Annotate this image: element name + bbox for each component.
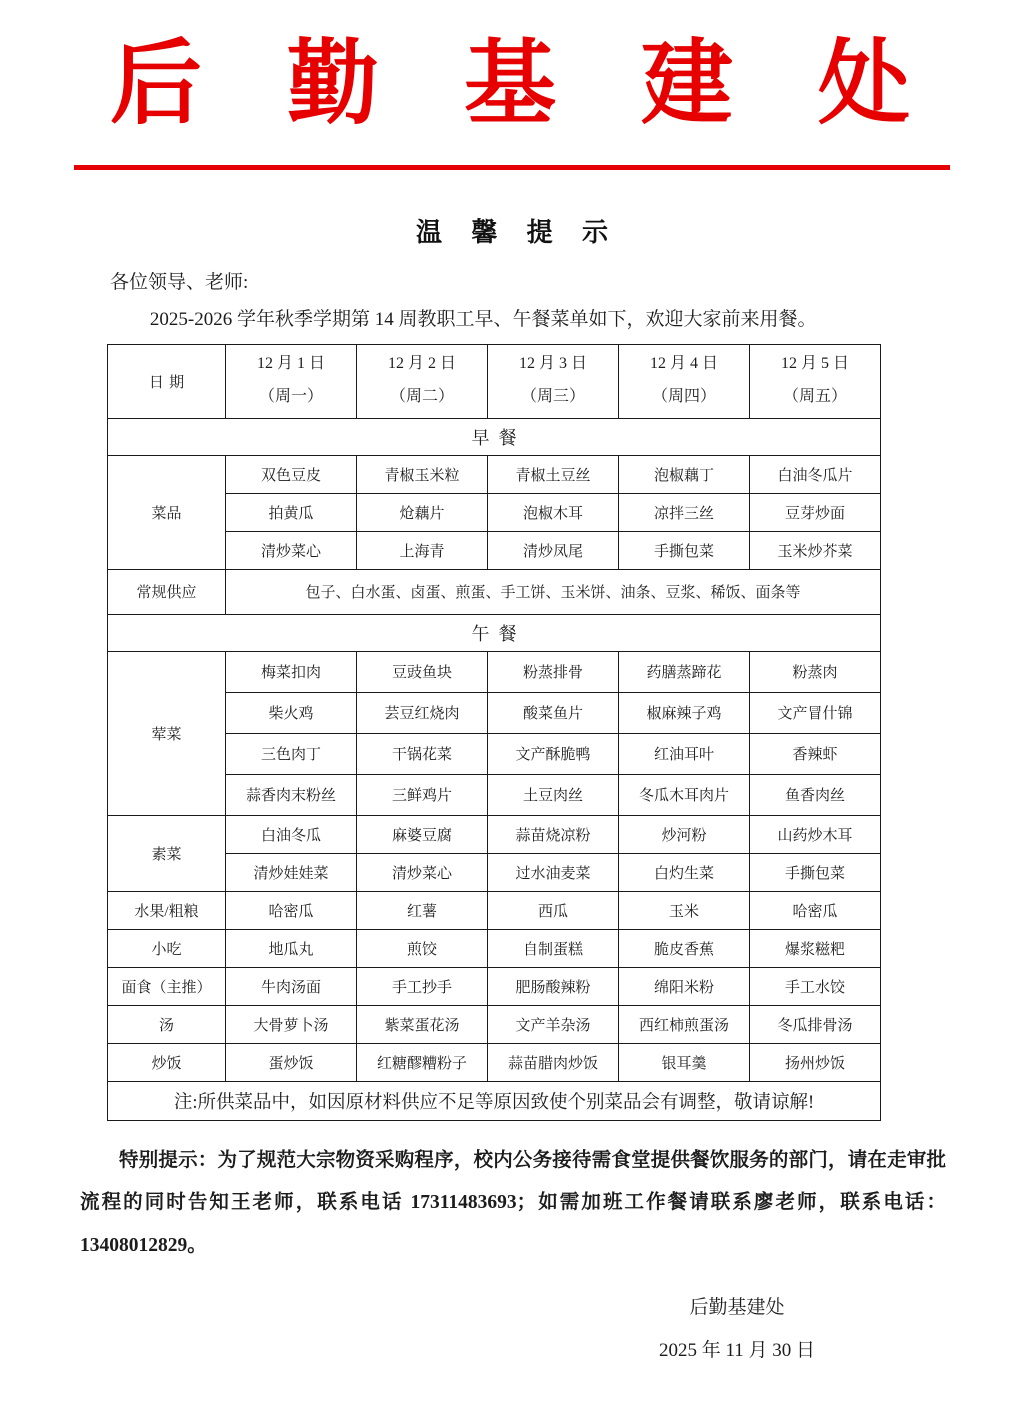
- date-header-cell: [226, 344, 357, 418]
- menu-cell: 牛肉汤面: [226, 967, 357, 1005]
- menu-table: [107, 344, 881, 1121]
- menu-cell: 西瓜: [488, 891, 619, 929]
- menu-row: [108, 967, 881, 1005]
- menu-cell: 肥肠酸辣粉: [488, 967, 619, 1005]
- menu-cell: 手撕包菜: [619, 531, 750, 569]
- date-corner-cell: [108, 344, 226, 418]
- menu-row: [108, 1043, 881, 1081]
- menu-cell: 泡椒藕丁: [619, 455, 750, 493]
- row-label: 炒饭: [108, 1043, 226, 1081]
- weekday-text: （周二）: [389, 388, 454, 406]
- row-label: 面食（主推）: [108, 967, 226, 1005]
- menu-cell: 哈密瓜: [750, 891, 881, 929]
- doc-title-char: 温: [416, 217, 443, 247]
- menu-cell: 蒜香肉末粉丝: [226, 774, 357, 815]
- menu-cell: 玉米炒芥菜: [750, 531, 881, 569]
- menu-cell: 椒麻辣子鸡: [619, 692, 750, 733]
- menu-cell: 拍黄瓜: [226, 493, 357, 531]
- meal-banner-row: [108, 614, 881, 651]
- meal-banner-cell: [108, 614, 881, 651]
- menu-cell: 豆豉鱼块: [357, 651, 488, 692]
- doc-title-char: 提: [526, 217, 553, 247]
- menu-cell: 豆芽炒面: [750, 493, 881, 531]
- menu-cell: 过水油麦菜: [488, 853, 619, 891]
- doc-title-char: 示: [581, 217, 608, 247]
- notice-body: 为了规范大宗物资采购程序，校内公务接待需食堂提供餐饮服务的部门，请在走审批流程的同时告知王老师，联系电话 17311483693；如需加班工作餐请联系廖老师，联系电话：13408012829。: [80, 1149, 946, 1257]
- menu-cell: 扬州炒饭: [750, 1043, 881, 1081]
- date-header-cell: [750, 344, 881, 418]
- menu-cell: 梅菜扣肉: [226, 651, 357, 692]
- masthead-char: 处: [817, 33, 910, 135]
- date-header-cell: [357, 344, 488, 418]
- masthead-char: 基: [463, 33, 556, 135]
- greeting-line: 各位领导、老师:: [110, 271, 249, 293]
- menu-cell: 煎饺: [357, 929, 488, 967]
- weekday-text: （周四）: [651, 388, 716, 406]
- regular-supply-cell: 包子、白水蛋、卤蛋、煎蛋、手工饼、玉米饼、油条、豆浆、稀饭、面条等: [226, 569, 881, 614]
- menu-cell: 山药炒木耳: [750, 815, 881, 853]
- menu-row: [108, 651, 881, 692]
- menu-cell: 三鲜鸡片: [357, 774, 488, 815]
- signature-org: 后勤基建处: [689, 1297, 785, 1319]
- table-note-cell: 注:所供菜品中，如因原材料供应不足等原因致使个别菜品会有调整，敬请谅解!: [108, 1081, 881, 1120]
- menu-cell: 鱼香肉丝: [750, 774, 881, 815]
- menu-cell: 干锅花菜: [357, 733, 488, 774]
- row-label: 菜品: [108, 455, 226, 569]
- menu-cell: 清炒菜心: [226, 531, 357, 569]
- menu-cell: 清炒凤尾: [488, 531, 619, 569]
- menu-row: [108, 929, 881, 967]
- date-corner-label: 日期: [148, 374, 190, 391]
- menu-cell: 手工抄手: [357, 967, 488, 1005]
- menu-cell: 绵阳米粉: [619, 967, 750, 1005]
- weekday-text: （周一）: [258, 388, 323, 406]
- menu-cell: 脆皮香蕉: [619, 929, 750, 967]
- menu-cell: 泡椒木耳: [488, 493, 619, 531]
- weekday-text: （周三）: [520, 388, 585, 406]
- menu-cell: 西红柿煎蛋汤: [619, 1005, 750, 1043]
- menu-cell: 蒜苗烧凉粉: [488, 815, 619, 853]
- menu-cell: 粉蒸肉: [750, 651, 881, 692]
- masthead-divider-line: [74, 165, 950, 170]
- notice-lead: 特别提示：: [119, 1149, 218, 1171]
- row-label: 常规供应: [108, 569, 226, 614]
- menu-cell: 冬瓜排骨汤: [750, 1005, 881, 1043]
- row-label: 汤: [108, 1005, 226, 1043]
- row-label: 素菜: [108, 815, 226, 891]
- menu-cell: 三色肉丁: [226, 733, 357, 774]
- menu-cell: 紫菜蛋花汤: [357, 1005, 488, 1043]
- menu-cell: 清炒菜心: [357, 853, 488, 891]
- menu-cell: 香辣虾: [750, 733, 881, 774]
- regular-supply-row: [108, 569, 881, 614]
- table-note-row: [108, 1081, 881, 1120]
- menu-cell: 柴火鸡: [226, 692, 357, 733]
- meal-banner-cell: [108, 418, 881, 455]
- meal-banner-row: [108, 418, 881, 455]
- menu-cell: 麻婆豆腐: [357, 815, 488, 853]
- date-text: 12 月 4 日: [649, 355, 718, 373]
- menu-cell: 药膳蒸蹄花: [619, 651, 750, 692]
- date-text: 12 月 3 日: [518, 355, 587, 373]
- menu-cell: 粉蒸排骨: [488, 651, 619, 692]
- meal-banner-cell-label: 午餐: [471, 623, 526, 644]
- masthead-title: [110, 33, 910, 135]
- menu-cell: 清炒娃娃菜: [226, 853, 357, 891]
- masthead-char: 建: [640, 33, 733, 135]
- menu-cell: 玉米: [619, 891, 750, 929]
- menu-cell: 蒜苗腊肉炒饭: [488, 1043, 619, 1081]
- menu-cell: 青椒玉米粒: [357, 455, 488, 493]
- menu-cell: 白灼生菜: [619, 853, 750, 891]
- date-header-cell: [488, 344, 619, 418]
- menu-cell: 炒河粉: [619, 815, 750, 853]
- date-header-cell: [619, 344, 750, 418]
- menu-cell: 红油耳叶: [619, 733, 750, 774]
- masthead-char: 后: [110, 33, 203, 135]
- menu-row: [108, 1005, 881, 1043]
- doc-title-char: 馨: [471, 217, 498, 247]
- table-header-row: [108, 344, 881, 418]
- weekday-text: （周五）: [782, 388, 847, 406]
- menu-cell: 文产冒什锦: [750, 692, 881, 733]
- menu-cell: 青椒土豆丝: [488, 455, 619, 493]
- signature-date: 2025 年 11 月 30 日: [658, 1340, 816, 1362]
- meal-banner-cell-label: 早餐: [471, 427, 526, 448]
- menu-row: [108, 815, 881, 853]
- menu-cell: 双色豆皮: [226, 455, 357, 493]
- menu-cell: 地瓜丸: [226, 929, 357, 967]
- menu-cell: 酸菜鱼片: [488, 692, 619, 733]
- menu-cell: 白油冬瓜: [226, 815, 357, 853]
- date-text: 12 月 1 日: [256, 355, 325, 373]
- menu-cell: 银耳羹: [619, 1043, 750, 1081]
- menu-cell: 芸豆红烧肉: [357, 692, 488, 733]
- menu-cell: 凉拌三丝: [619, 493, 750, 531]
- menu-cell: 哈密瓜: [226, 891, 357, 929]
- menu-cell: 文产酥脆鸭: [488, 733, 619, 774]
- row-label: 荤菜: [108, 651, 226, 815]
- menu-cell: 上海青: [357, 531, 488, 569]
- signature-block: [632, 1292, 842, 1362]
- menu-cell: 蛋炒饭: [226, 1043, 357, 1081]
- menu-cell: 红薯: [357, 891, 488, 929]
- menu-row: [108, 455, 881, 493]
- special-notice: [80, 1140, 946, 1269]
- masthead-char: 勤: [286, 33, 379, 135]
- date-text: 12 月 5 日: [780, 355, 849, 373]
- menu-cell: 爆浆糍粑: [750, 929, 881, 967]
- menu-cell: 红糖醪糟粉子: [357, 1043, 488, 1081]
- menu-cell: 文产羊杂汤: [488, 1005, 619, 1043]
- date-text: 12 月 2 日: [387, 355, 456, 373]
- menu-cell: 土豆肉丝: [488, 774, 619, 815]
- menu-row: [108, 891, 881, 929]
- intro-paragraph: 2025-2026 学年秋季学期第 14 周教职工早、午餐菜单如下，欢迎大家前来用餐。: [149, 308, 817, 330]
- row-label: 小吃: [108, 929, 226, 967]
- menu-cell: 手工水饺: [750, 967, 881, 1005]
- menu-cell: 自制蛋糕: [488, 929, 619, 967]
- menu-cell: 大骨萝卜汤: [226, 1005, 357, 1043]
- menu-cell: 手撕包菜: [750, 853, 881, 891]
- menu-cell: 炝藕片: [357, 493, 488, 531]
- menu-cell: 冬瓜木耳肉片: [619, 774, 750, 815]
- row-label: 水果/粗粮: [108, 891, 226, 929]
- menu-cell: 白油冬瓜片: [750, 455, 881, 493]
- doc-title: [416, 212, 608, 249]
